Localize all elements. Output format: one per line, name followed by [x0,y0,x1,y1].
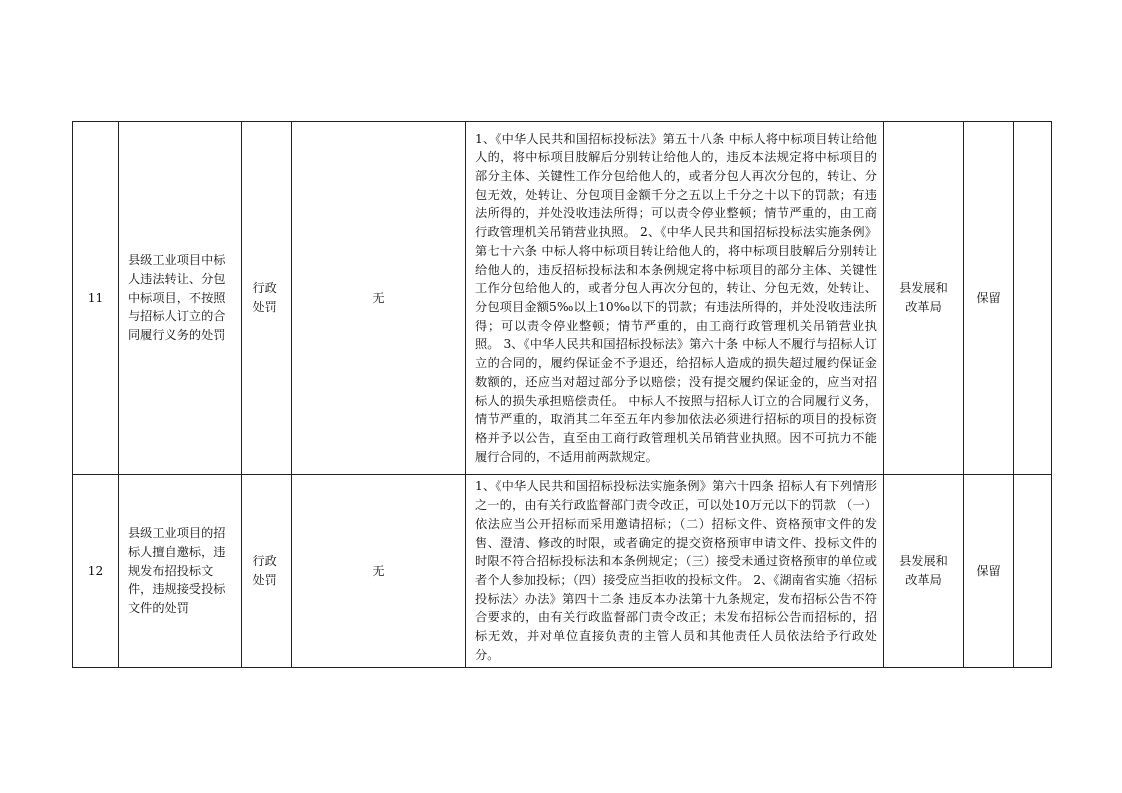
row-number: 11 [73,122,119,475]
table-row [73,475,1052,668]
department [884,475,964,668]
power-type-text: 行政处罚 [252,554,277,587]
item-name [119,475,242,668]
remark [1014,122,1052,475]
remark [1014,475,1052,668]
power-type [242,475,292,668]
department-text: 县发展和改革局 [899,281,948,314]
power-type-text: 行政处罚 [252,281,277,314]
status: 保留 [964,122,1014,475]
legal-basis-text: 1、《中华人民共和国招标投标法》第五十八条 中标人将中标项目转让给他人的，将中标项目肢解后分别转让给他人的，违反本法规定将中标项目的部分主体、关键性工作分包给他人的，或者分包人再次分包的，转让、分包无效，处转让、分包项目金额千分之五以上千分之十以下的罚款；有违法所得的，并处没收违法所得；可以责令停业整顿；情节严重的，由工商行政管理机关吊销营业执照。 2、《中华人民共和国招标投标法实施条例》第七十六条 中标人将中标项目转让给他人的，将中标项目肢解后分别转让给他人的，违反招标投标法和本条例规定将中标项目的部分主体、关键性工作分包给他人的，或者分包人再次分包的，转让、分包无效，处转让、分包项目金额5‰以上10‰以下的罚款；有违法所得的，并处没收违法所得；可以责令停业整顿；情节严重的，由工商行政管理机关吊销营业执照。 3、《中华人民共和国招标投标法》第六十条 中标人不履行与招标人订立的合同的，履约保证金不予退还，给招标人造成的损失超过履约保证金数额的，还应当对超过部分予以赔偿；没有提交履约保证金的，应当对招标人的损失承担赔偿责任。 中标人不按照与招标人订立的合同履行义务，情节严重的，取消其二年至五年内参加依法必须进行招标的项目的投标资格并予以公告，直至由工商行政管理机关吊销营业执照。因不可抗力不能履行合同的，不适用前两款规定。 [475,131,877,464]
legal-basis [466,475,884,668]
department [884,122,964,475]
power-type [242,122,292,475]
item-name-text: 县级工业项目中标人违法转让、分包中标项目，不按照与招标人订立的合同履行义务的处罚 [128,253,226,343]
item-name-text: 县级工业项目的招标人擅自邀标，违规发布招投标文件，违规接受投标文件的处罚 [128,526,226,616]
legal-basis-text: 1、《中华人民共和国招标投标法实施条例》第六十四条 招标人有下列情形之一的，由有关行政监督部门责令改正，可以处10万元以下的罚款 （一）依法应当公开招标而采用邀请招标；（二）招标文件、资格预审文件的发售、澄清、修改的时限，或者确定的提交资格预审申请文件、投标文件的时限不符合招标投标法和本条例规定；（三）接受未通过资格预审的单位或者个人参加投标；（四）接受应当拒收的投标文件。 2、《湖南省实施〈招标投标法〉办法》第四十二条 违反本办法第十九条规定，发布招标公告不符合要求的，由有关行政监督部门责令改正；未发布招标公告而招标的，招标无效，并对单位直接负责的主管人员和其他责任人员依法给予行政处分。 [475,479,877,662]
legal-basis [466,122,884,475]
item-name [119,122,242,475]
power-list-table [72,121,1052,668]
sub-item: 无 [292,122,466,475]
table-row [73,122,1052,475]
department-text: 县发展和改革局 [899,554,948,587]
status: 保留 [964,475,1014,668]
sub-item: 无 [292,475,466,668]
row-number: 12 [73,475,119,668]
